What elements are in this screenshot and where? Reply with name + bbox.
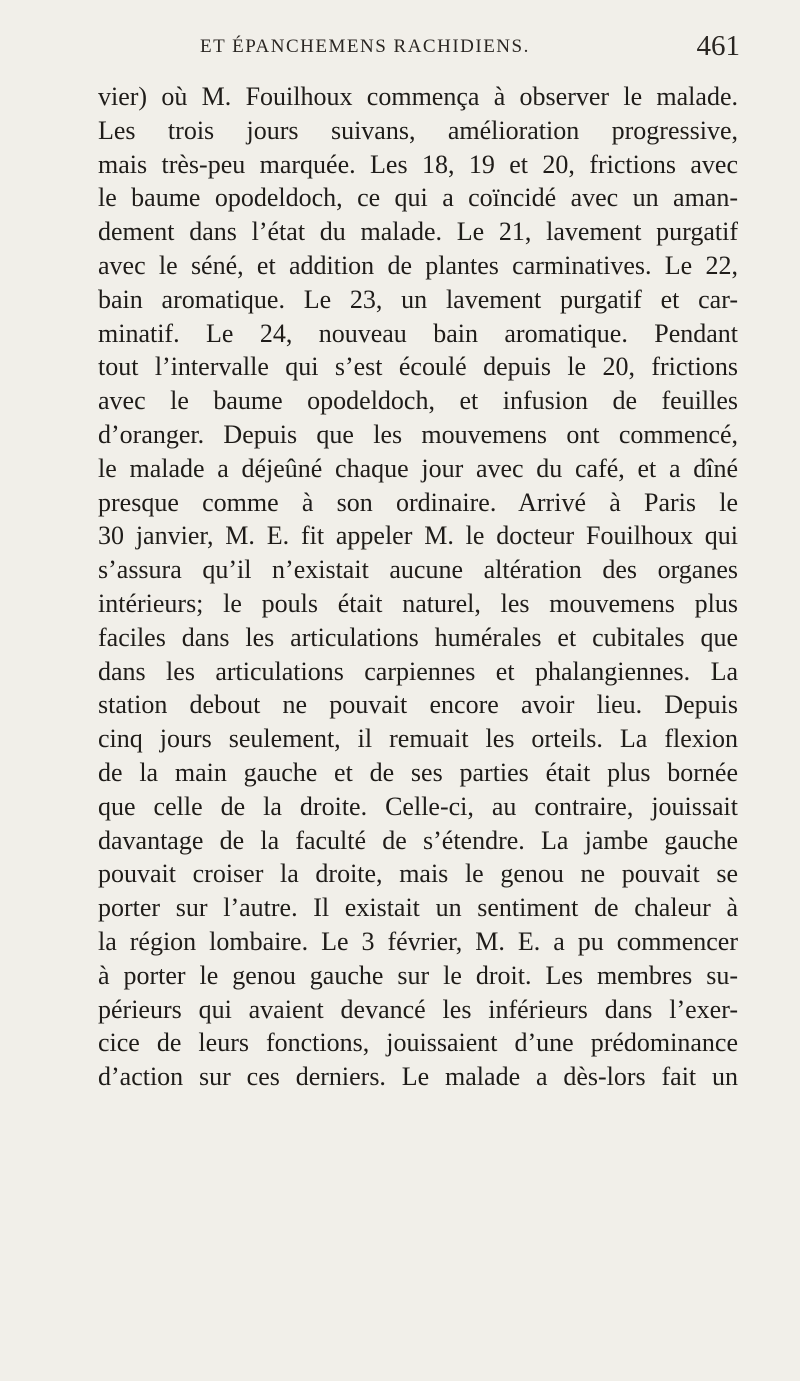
text-line: avec le baume opodeldoch, et infusion de feuilles <box>98 386 738 416</box>
text-line: le malade a déjeûné chaque jour avec du café, et a dîné <box>98 453 738 483</box>
page-number: 461 <box>696 30 740 62</box>
text-line: davantage de la faculté de s’étendre. La jambe gauche <box>98 825 738 855</box>
text-line: cice de leurs fonctions, jouissaient d’une prédominance <box>98 1028 738 1058</box>
text-line: avec le séné, et addition de plantes carminatives. Le 22, <box>98 250 738 280</box>
text-line: s’assura qu’il n’existait aucune altération des organes <box>98 555 738 585</box>
text-line: cinq jours seulement, il remuait les orteils. La flexion <box>98 724 738 754</box>
text-line: porter sur l’autre. Il existait un sentiment de chaleur à <box>98 893 738 923</box>
text-line: tout l’intervalle qui s’est écoulé depuis le 20, frictions <box>98 352 738 382</box>
text-line: presque comme à son ordinaire. Arrivé à Paris le <box>98 487 738 517</box>
text-line: la région lombaire. Le 3 février, M. E. a pu commencer <box>98 926 738 956</box>
text-line: Les trois jours suivans, amélioration progressive, <box>98 115 738 145</box>
body-text <box>98 80 738 1094</box>
text-line: d’oranger. Depuis que les mouvemens ont commencé, <box>98 419 738 449</box>
text-line: que celle de la droite. Celle-ci, au contraire, jouissait <box>98 791 738 821</box>
text-line: station debout ne pouvait encore avoir lieu. Depuis <box>98 690 738 720</box>
text-line: mais très-peu marquée. Les 18, 19 et 20, frictions avec <box>98 149 738 179</box>
text-line: vier) où M. Fouilhoux commença à observer le malade. <box>98 82 738 111</box>
text-line: intérieurs; le pouls était naturel, les mouvemens plus <box>98 588 738 618</box>
text-line: à porter le genou gauche sur le droit. Les membres su- <box>98 960 738 990</box>
text-line: pouvait croiser la droite, mais le genou ne pouvait se <box>98 859 738 889</box>
text-line: le baume opodeldoch, ce qui a coïncidé avec un aman- <box>98 183 738 213</box>
text-line: 30 janvier, M. E. fit appeler M. le docteur Fouilhoux qui <box>98 521 738 551</box>
running-title: ET ÉPANCHEMENS RACHIDIENS. <box>200 36 530 57</box>
text-line: dement dans l’état du malade. Le 21, lavement purgatif <box>98 217 738 247</box>
text-line: minatif. Le 24, nouveau bain aromatique. Pendant <box>98 318 738 348</box>
text-line: d’action sur ces derniers. Le malade a dès-lors fait un <box>98 1062 738 1092</box>
text-line: bain aromatique. Le 23, un lavement purgatif et car- <box>98 284 738 314</box>
text-line: périeurs qui avaient devancé les inférieurs dans l’exer- <box>98 994 738 1024</box>
text-line: de la main gauche et de ses parties était plus bornée <box>98 757 738 787</box>
text-line: faciles dans les articulations humérales et cubitales que <box>98 622 738 652</box>
running-header <box>200 30 740 70</box>
text-line: dans les articulations carpiennes et phalangiennes. La <box>98 656 738 686</box>
